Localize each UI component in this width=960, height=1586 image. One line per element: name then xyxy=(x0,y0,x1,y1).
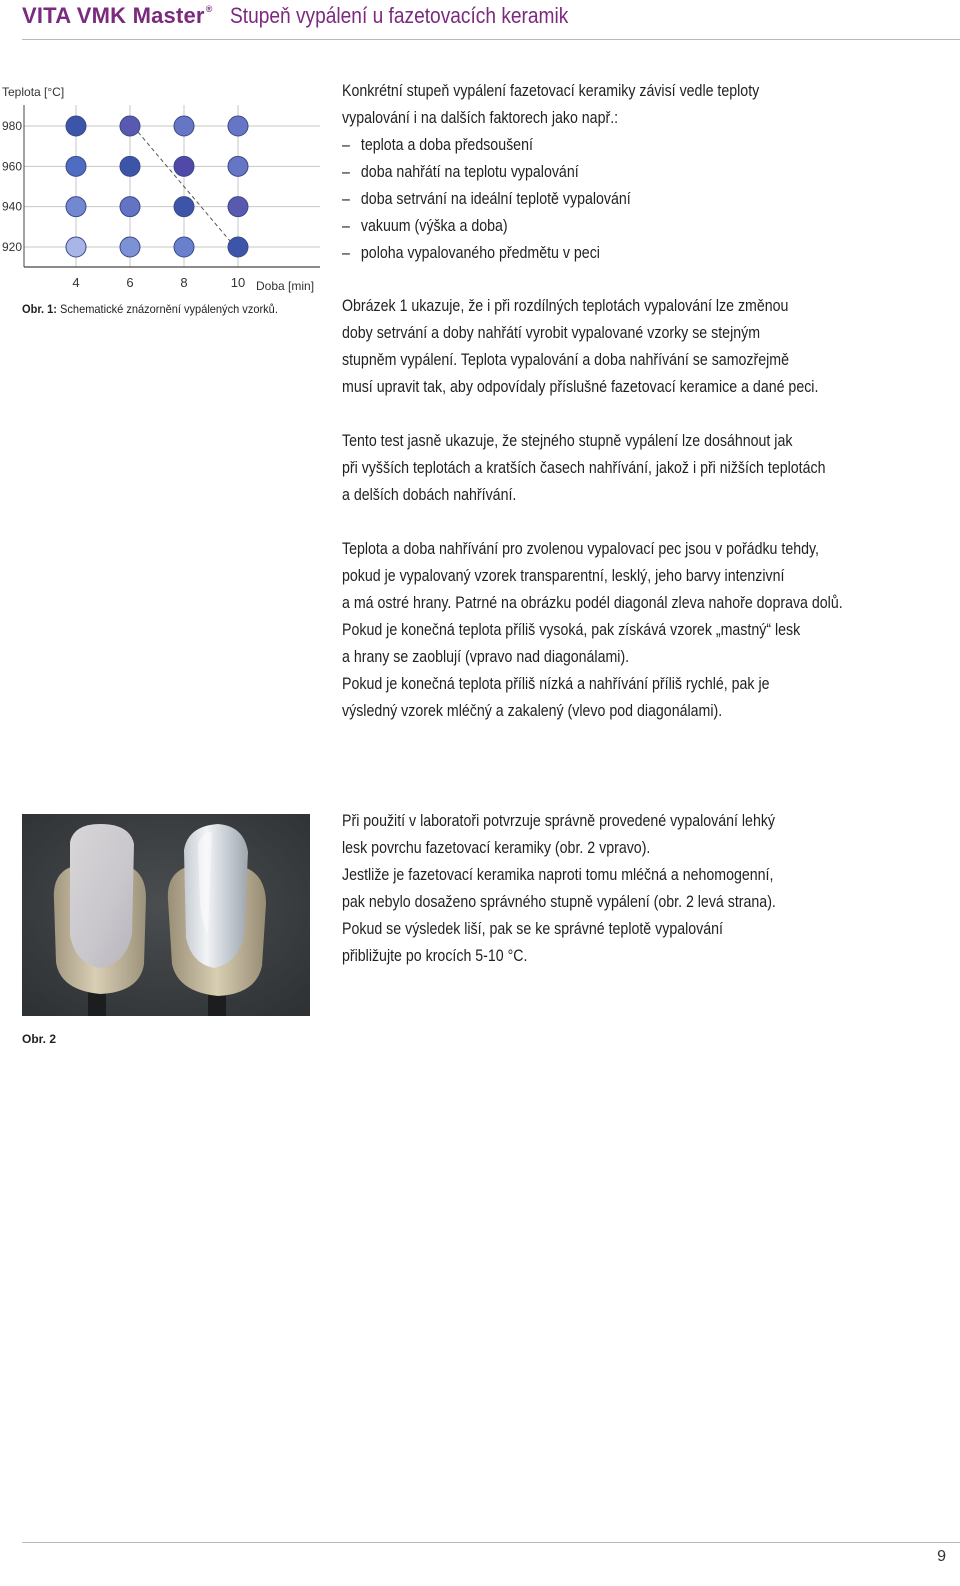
figure2-caption xyxy=(22,1032,56,1046)
data-point xyxy=(228,237,248,257)
text-line: Při použití v laboratoři potvrzuje správně provedené vypalování lehký xyxy=(342,812,776,830)
x-tick-label: 8 xyxy=(180,275,188,290)
data-point xyxy=(66,116,86,136)
data-point xyxy=(174,156,194,176)
data-point xyxy=(120,197,140,217)
chart-canvas xyxy=(0,80,320,295)
text-line: Pokud je konečná teplota příliš vysoká, pak získává vzorek „mastný“ lesk xyxy=(342,621,801,639)
text-line: při vyšších teplotách a kratších časech nahřívání, jakož i při nižších teplotách xyxy=(342,459,826,477)
text-line: Pokud se výsledek liší, pak se ke správné teplotě vypalování xyxy=(342,920,723,938)
x-tick-label: 10 xyxy=(230,275,246,290)
data-point xyxy=(174,237,194,257)
text-line: a hrany se zaoblují (vpravo nad diagonálami). xyxy=(342,648,630,666)
registered-mark: ® xyxy=(205,3,213,14)
right-veneer-glossy xyxy=(184,824,248,968)
text-line: vypalování i na dalších faktorech jako např.: xyxy=(342,109,619,127)
text-line: a má ostré hrany. Patrné na obrázku podél diagonál zleva nahoře doprava dolů. xyxy=(342,594,843,612)
footer-divider xyxy=(22,1542,960,1543)
text-line: doby setrvání a doby nahřátí vyrobit vypalované vzorky se stejným xyxy=(342,324,761,342)
data-point xyxy=(120,116,140,136)
text-line: výsledný vzorek mléčný a zakalený (vlevo pod diagonálami). xyxy=(342,702,723,720)
text-line: stupněm vypálení. Teplota vypalování a doba nahřívání se samozřejmě xyxy=(342,351,789,369)
figure2-label: Obr. 2 xyxy=(22,1032,57,1046)
header-divider xyxy=(22,39,960,40)
y-tick-label: 920 xyxy=(2,240,23,254)
x-tick-label: 4 xyxy=(72,275,80,290)
data-point xyxy=(120,237,140,257)
page-number: 9 xyxy=(937,1548,946,1565)
paragraph-evaluation xyxy=(342,536,902,725)
text-line: pak nebylo dosaženo správného stupně vypálení (obr. 2 levá strana). xyxy=(342,893,776,911)
page-header xyxy=(22,0,960,42)
data-point xyxy=(228,156,248,176)
dash-bullet: – xyxy=(342,244,350,262)
text-line: lesk povrchu fazetovací keramiky (obr. 2 vpravo). xyxy=(342,839,651,857)
data-point xyxy=(228,116,248,136)
y-tick-label: 960 xyxy=(2,159,23,174)
text-line: Obrázek 1 ukazuje, že i při rozdílných teplotách vypalování lze změnou xyxy=(342,297,789,315)
figure1-caption-text: Schematické znázornění vypálených vzorků. xyxy=(60,302,278,316)
firing-chart xyxy=(0,80,320,295)
paragraph-test xyxy=(342,428,902,509)
dash-bullet: – xyxy=(342,163,350,181)
crown-samples-illustration xyxy=(22,814,310,1016)
text-line: Pokud je konečná teplota příliš nízká a nahřívání příliš rychlé, pak je xyxy=(342,675,770,693)
x-axis-label: Doba [min] xyxy=(256,279,315,293)
text-line: Teplota a doba nahřívání pro zvolenou vypalovací pec jsou v pořádku tehdy, xyxy=(342,540,819,558)
dash-bullet: – xyxy=(342,190,350,208)
text-line: Jestliže je fazetovací keramika naproti tomu mléčná a nehomogenní, xyxy=(342,866,774,884)
list-item: – doba setrvání na ideální teplotě vypalování xyxy=(342,186,902,213)
text-line: Konkrétní stupeň vypálení fazetovací keramiky závisí vedle teploty xyxy=(342,82,760,100)
text-line: přibližujte po krocích 5-10 °C. xyxy=(342,947,528,965)
figure1-caption xyxy=(22,302,278,316)
text-line: Tento test jasně ukazuje, že stejného stupně vypálení lze dosáhnout jak xyxy=(342,432,793,450)
data-point xyxy=(66,197,86,217)
paragraph-factors xyxy=(342,78,902,267)
data-point xyxy=(120,156,140,176)
crown-samples-photo xyxy=(22,814,310,1016)
data-point xyxy=(228,197,248,217)
figure1-label: Obr. 1: xyxy=(22,302,57,316)
data-point xyxy=(66,237,86,257)
list-item: – doba nahřátí na teplotu vypalování xyxy=(342,159,902,186)
data-point xyxy=(174,116,194,136)
left-veneer-milky xyxy=(70,824,134,968)
brand-title: VITA VMK Master® xyxy=(22,3,213,28)
text-line: a delších dobách nahřívání. xyxy=(342,486,517,504)
list-item: – teplota a doba předsoušení xyxy=(342,132,902,159)
list-item: – vakuum (výška a doba) xyxy=(342,213,902,240)
y-tick-label: 980 xyxy=(2,119,23,133)
data-point xyxy=(174,197,194,217)
dash-bullet: – xyxy=(342,136,350,154)
paragraph-lab xyxy=(342,808,902,970)
text-line: musí upravit tak, aby odpovídaly příslušné fazetovací keramice a dané peci. xyxy=(342,378,819,396)
dash-bullet: – xyxy=(342,217,350,235)
y-axis-label: Teplota [°C] xyxy=(2,85,65,99)
x-tick-label: 6 xyxy=(126,275,134,290)
page-title: Stupeň vypálení u fazetovacích keramik xyxy=(230,3,569,28)
data-point xyxy=(66,156,86,176)
paragraph-figure1 xyxy=(342,293,902,401)
list-item: – poloha vypalovaného předmětu v peci xyxy=(342,240,902,267)
y-tick-label: 940 xyxy=(2,199,23,214)
text-line: pokud je vypalovaný vzorek transparentní, lesklý, jeho barvy intenzivní xyxy=(342,567,785,585)
